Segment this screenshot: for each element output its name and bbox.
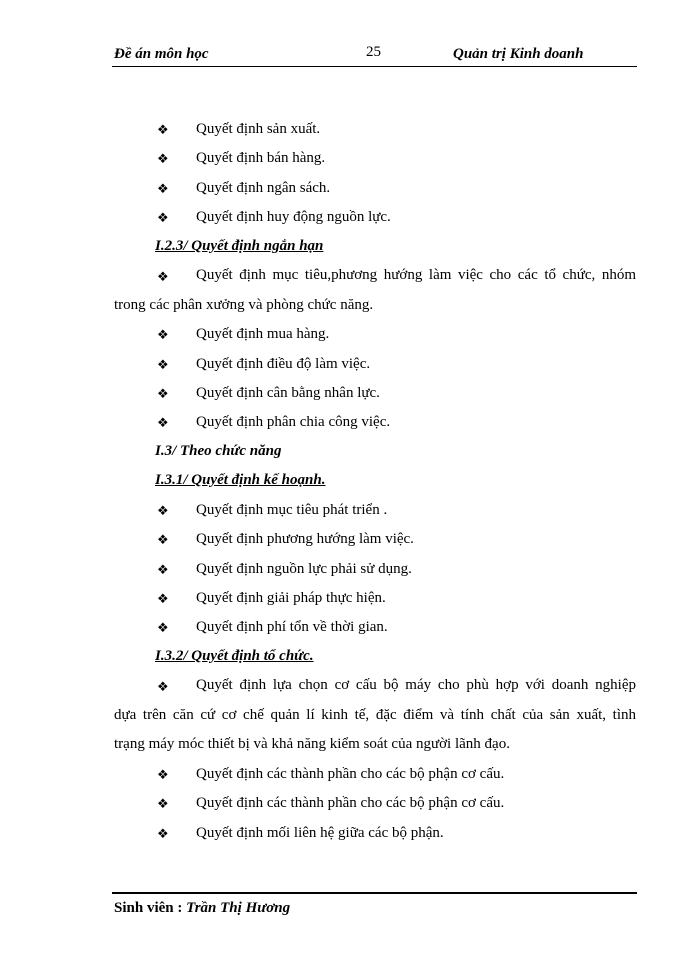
student-name: Trần Thị Hương: [186, 900, 291, 916]
bullet-icon: ❖: [157, 796, 169, 811]
page-number: 25: [366, 44, 381, 60]
bullet-icon: ❖: [157, 767, 169, 782]
header-subject: Quản trị Kinh doanh: [453, 46, 584, 62]
bullet-icon: ❖: [157, 532, 169, 547]
bullet-icon: ❖: [157, 679, 169, 694]
list-item: Quyết định huy động nguồn lực.: [196, 209, 391, 225]
list-item: Quyết định giải pháp thực hiện.: [196, 590, 386, 606]
footer-label: Sinh viên :: [114, 900, 187, 916]
bullet-icon: ❖: [157, 357, 169, 372]
bullet-icon: ❖: [157, 562, 169, 577]
paragraph-line: trạng máy móc thiết bị và khả năng kiểm soát của người lãnh đạo.: [114, 736, 510, 752]
list-item: Quyết định cân bằng nhân lực.: [196, 385, 380, 401]
page-footer: [114, 900, 290, 917]
list-item: Quyết định nguồn lực phải sử dụng.: [196, 561, 412, 577]
list-item: Quyết định các thành phần cho các bộ phận cơ cấu.: [196, 766, 505, 782]
header-rule: [112, 66, 637, 67]
list-item: Quyết định phương hướng làm việc.: [196, 531, 414, 547]
section-heading: I.3.2/ Quyết định tổ chức.: [155, 648, 314, 664]
list-item: Quyết định mục tiêu phát triển .: [196, 502, 388, 518]
list-item: Quyết định điều độ làm việc.: [196, 356, 371, 372]
list-item: Quyết định mối liên hệ giữa các bộ phận.: [196, 825, 444, 841]
section-heading: I.3/ Theo chức năng: [155, 443, 282, 459]
list-item: Quyết định sản xuất.: [196, 121, 321, 137]
bullet-icon: ❖: [157, 591, 169, 606]
bullet-icon: ❖: [157, 386, 169, 401]
bullet-icon: ❖: [157, 269, 169, 284]
paragraph-line: dựa trên căn cứ cơ chế quản lí kinh tế, đặc điểm và tính chất của sản xuất, tình: [114, 707, 636, 723]
list-item: Quyết định phí tổn về thời gian.: [196, 619, 388, 635]
list-item: Quyết định phân chia công việc.: [196, 414, 391, 430]
paragraph-line: trong các phân xưởng và phòng chức năng.: [114, 297, 374, 313]
list-item: Quyết định bán hàng.: [196, 150, 326, 166]
bullet-icon: ❖: [157, 415, 169, 430]
bullet-icon: ❖: [157, 151, 169, 166]
bullet-icon: ❖: [157, 122, 169, 137]
footer-rule: [112, 892, 637, 894]
header-course-title: Đề án môn học: [114, 46, 209, 62]
page-header: [0, 44, 700, 68]
list-item: Quyết định mua hàng.: [196, 326, 330, 342]
list-item: Quyết định ngân sách.: [196, 180, 331, 196]
bullet-icon: ❖: [157, 210, 169, 225]
bullet-icon: ❖: [157, 620, 169, 635]
section-heading: I.3.1/ Quyết định kế hoạnh.: [155, 472, 326, 488]
list-item: Quyết định các thành phần cho các bộ phận cơ cấu.: [196, 795, 505, 811]
section-heading: I.2.3/ Quyết định ngắn hạn: [155, 238, 324, 254]
paragraph-line: Quyết định mục tiêu,phương hướng làm việc cho các tổ chức, nhóm: [196, 267, 636, 283]
bullet-icon: ❖: [157, 826, 169, 841]
bullet-icon: ❖: [157, 503, 169, 518]
bullet-icon: ❖: [157, 181, 169, 196]
paragraph-line: Quyết định lựa chọn cơ cấu bộ máy cho phù hợp với doanh nghiệp: [196, 677, 636, 693]
bullet-icon: ❖: [157, 327, 169, 342]
